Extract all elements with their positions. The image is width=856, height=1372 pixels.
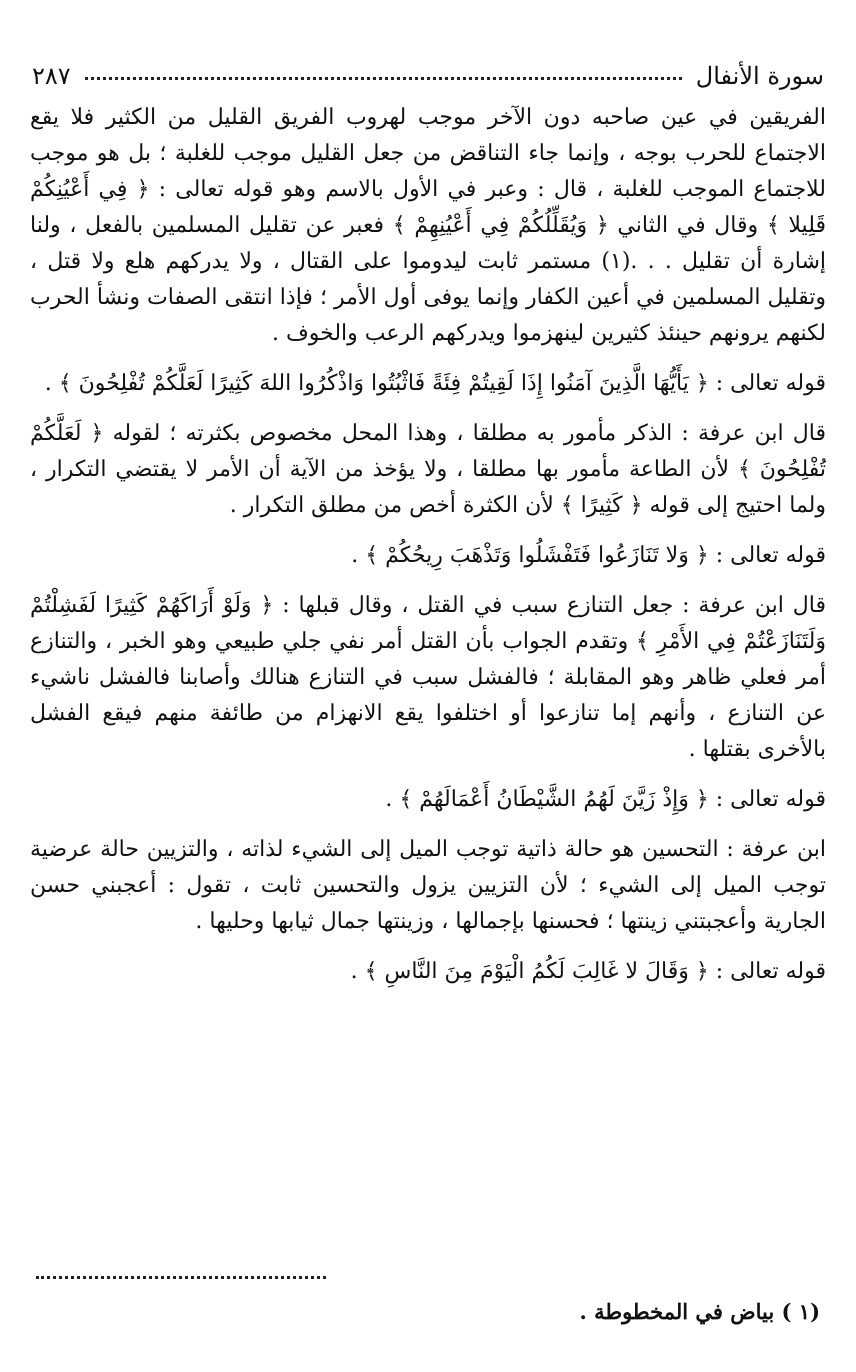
paragraph-verse-heading: قوله تعالى : ﴿ وَإِذْ زَيَّنَ لَهُمُ الشَّيْطَانُ أَعْمَالَهُمْ ﴾ . — [385, 787, 826, 812]
footnote-separator — [36, 1276, 326, 1279]
chapter-title: سورة الأنفال — [695, 62, 824, 90]
paragraph-verse-heading: قوله تعالى : ﴿ وَقَالَ لا غَالِبَ لَكُمُ الْيَوْمَ مِنَ النَّاسِ ﴾ . — [350, 959, 826, 984]
paragraph-verse-heading: قوله تعالى : ﴿ يَأَيُّهَا الَّذِينَ آمَنُوا إِذَا لَقِيتُمْ فِئَةً فَاثْبُتُوا وَاذْكُرُوا اللهَ كَثِيرًا لَعَلَّكُمْ تُفْلِحُونَ ﴾ . — [44, 371, 826, 396]
paragraph-verse-heading: قوله تعالى : ﴿ وَلا تَنَازَعُوا فَتَفْشَلُوا وَتَذْهَبَ رِيحُكُمْ ﴾ . — [351, 543, 826, 568]
header-dotted-rule — [85, 77, 682, 80]
paragraph-continuation: الفريقين في عين صاحبه دون الآخر موجب لهروب الفريق القليل من الكثير فلا يقع الاجتماع للحرب بوجه ، وإنما جاء التناقض من جعل القليل موجب للغلبة ؛ بل هو موجب للاجتماع الموجب للغلبة ، قال : وعبر في الأول بالاسم وهو قوله تعالى : ﴿ فِي أَعْيُنِكُمْ قَلِيلا ﴾ وقال في الثاني ﴿ وَيُقَلِّلُكُمْ فِي أَعْيُنِهِمْ ﴾ فعبر عن تقليل المسلمين بالفعل ، ولنا إشارة أن تقليل . . .(١) مستمر ثابت ليدوموا على القتال ، ولا يدركهم هلع ولا قتل ، وتقليل المسلمين في أعين الكفار وإنما يوفى أول الأمر ؛ فإذا انتقى الصفات ونشأ الحرب لكنهم يرونهم حينئذ كثيرين لينهزموا ويدركهم الرعب والخوف . — [30, 105, 826, 346]
paragraph-commentary: ابن عرفة : التحسين هو حالة ذاتية توجب الميل إلى الشيء لذاته ، والتزيين حالة عرضية توجب الميل إلى الشيء ؛ لأن التزيين يزول والتحسين ثابت ، تقول : أعجبني حسن الجارية وأعجبتني زينتها ؛ فحسنها بإجمالها ، وزينتها جمال ثيابها وحليها . — [30, 837, 826, 934]
page-header — [32, 50, 824, 90]
paragraph-commentary: قال ابن عرفة : الذكر مأمور به مطلقا ، وهذا المحل مخصوص بكثرته ؛ لقوله ﴿ لَعَلَّكُمْ تُفْلِحُونَ ﴾ لأن الطاعة مأمور بها مطلقا ، ولا يؤخذ من الآية أن الأمر لا يقتضي التكرار ، ولما احتيج إلى قوله ﴿ كَثِيرًا ﴾ لأن الكثرة أخص من مطلق التكرار . — [30, 421, 826, 518]
page-body — [30, 100, 826, 1210]
paragraph-commentary: قال ابن عرفة : جعل التنازع سبب في القتل ، وقال قبلها : ﴿ وَلَوْ أَرَاكَهُمْ كَثِيرًا لَفَشِلْتُمْ وَلَتَنَازَعْتُمْ فِي الأَمْرِ ﴾ وتقدم الجواب بأن القتل أمر نفي جلي طبيعي وهو الخبر ، والتنازع أمر فعلي ظاهر وهو المقابلة ؛ فالفشل سبب في التنازع هنالك وأصابنا فالفشل ناشيء عن التنازع ، وأنهم إما تنازعوا أو اختلفوا يقع الانهزام من طائفة منهم فيقع الفشل بالأخرى بقتلها . — [30, 593, 826, 762]
page-number: ٢٨٧ — [32, 62, 71, 90]
footnote: (١ ) بياض في المخطوطة . — [579, 1299, 820, 1324]
